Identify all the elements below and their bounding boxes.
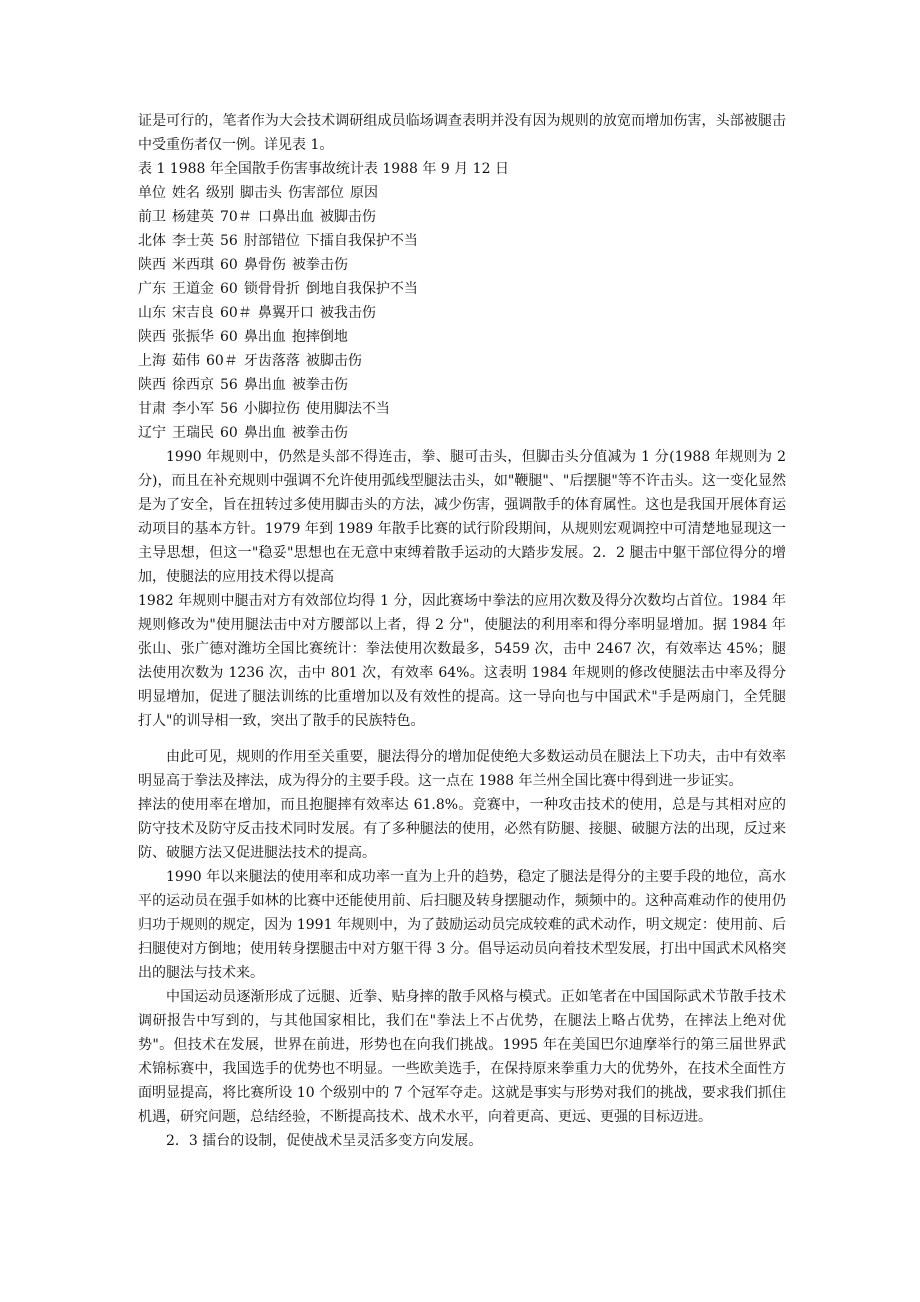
table-cell: 徐西京 [172, 377, 214, 393]
table-cell: 56 [220, 401, 238, 417]
table-cell: 鼻出血 [243, 377, 286, 393]
table-cell: 锁骨骨折 [243, 281, 300, 297]
table-cell: 鼻出血 [243, 329, 286, 345]
table-cell: 被脚击伤 [319, 209, 376, 225]
table-cell: 60 [220, 329, 238, 345]
table-cell: 60 [220, 257, 238, 273]
table-cell: 56 [220, 233, 238, 249]
table-cell: 杨建英 [172, 209, 214, 225]
table-cell: 陕西 [138, 329, 166, 345]
table-cell: 60 [220, 425, 238, 441]
table-header-row [138, 181, 786, 205]
table-cell: 60＃ [220, 305, 252, 321]
table-cell: 辽宁 [138, 425, 166, 441]
table-cell: 王道金 [172, 281, 214, 297]
table-cell: 抱摔倒地 [291, 329, 348, 345]
table-row [138, 397, 786, 421]
table-header-cell: 级别 [206, 185, 234, 201]
paragraph-chinese-athletes: 中国运动员逐渐形成了远腿、近拳、贴身摔的散手风格与模式。正如笔者在中国国际武术节散手技术调研报告中写到的，与其他国家相比，我们在"拳法上不占优势，在腿法上略占优势，在摔法上绝对优势"。但技术在发展，世界在前进，形势也在向我们挑战。1995 年在美国巴尔迪摩举行的第三届世界武术锦标赛中，我国选手的优势也不明显。一些欧美选手，在保持原来拳重力大的优势外，在技术全面性方面明显提高，将比赛所设 10 个级别中的 7 个冠军夺走。这就是事实与形势对我们的挑战，要求我们抓住机遇，研究问题，总结经验，不断提高技术、战术水平，向着更高、更远、更强的目标迈进。 [138, 989, 786, 1125]
table-cell: 肘部错位 [243, 233, 300, 249]
table-cell: 陕西 [138, 377, 166, 393]
table-cell: 王瑞民 [172, 425, 214, 441]
table-cell: 70＃ [220, 209, 252, 225]
table-cell: 小脚拉伤 [243, 401, 300, 417]
table-cell: 被拳击伤 [291, 257, 348, 273]
table-cell: 使用脚法不当 [305, 401, 390, 417]
table-cell: 李士英 [172, 233, 214, 249]
table-cell: 张振华 [172, 329, 214, 345]
table-row [138, 373, 786, 397]
table-cell: 茹伟 [172, 353, 200, 369]
table-header-cell: 脚击头 [240, 185, 282, 201]
table-cell: 李小军 [172, 401, 214, 417]
table-cell: 口鼻出血 [257, 209, 314, 225]
section-heading-2-3: 2．3 擂台的设制，促使战术呈灵活多变方向发展。 [166, 1133, 483, 1149]
table-cell: 牙齿落落 [243, 353, 300, 369]
table-cell: 北体 [138, 233, 166, 249]
table-row [138, 205, 786, 229]
table-cell: 上海 [138, 353, 166, 369]
table-cell: 被脚击伤 [305, 353, 362, 369]
table-cell: 甘肃 [138, 401, 166, 417]
table-cell: 56 [220, 377, 238, 393]
table-row [138, 301, 786, 325]
table-row [138, 349, 786, 373]
paragraph-gap [138, 733, 786, 745]
table-header-cell: 伤害部位 [288, 185, 344, 201]
table-header-cell: 姓名 [172, 185, 200, 201]
paragraph-1982-rules: 1982 年规则中腿击对方有效部位均得 1 分，因此赛场中拳法的应用次数及得分次数均占首位。1984 年规则修改为"使用腿法击中对方腰部以上者，得 2 分"，使腿法的利用率和得分率明显增加。据 1984 年张山、张广德对潍坊全国比赛统计：拳法使用次数最多，5459 次，击中 2467 次，有效率达 45%；腿法使用次数为 1236 次，击中 801 次，有效率 64%。这表明 1984 年规则的修改使腿法击中率及得分明显增加，促进了腿法训练的比重增加以及有效性的提高。这一导向也与中国武术"手是两扇门，全凭腿打人"的训导相一致，突出了散手的民族特色。 [138, 593, 786, 729]
table-cell: 米西琪 [172, 257, 214, 273]
table-row [138, 229, 786, 253]
paragraph-conclusion: 由此可见，规则的作用至关重要，腿法得分的增加促使绝大多数运动员在腿法上下功夫，击中有效率明显高于拳法及摔法，成为得分的主要手段。这一点在 1988 年兰州全国比赛中得到进一步证实。 [138, 749, 786, 789]
table-cell: 广东 [138, 281, 166, 297]
table-cell: 鼻骨伤 [243, 257, 286, 273]
table-cell: 宋吉良 [172, 305, 214, 321]
table-cell: 被拳击伤 [291, 377, 348, 393]
paragraph-throws: 摔法的使用率在增加，而且抱腿摔有效率达 61.8%。竞赛中，一种攻击技术的使用，总是与其相对应的防守技术及防守反击技术同时发展。有了多种腿法的使用，必然有防腿、接腿、破腿方法的出现，反过来防、破腿方法又促进腿法技术的提高。 [138, 797, 786, 861]
table-row [138, 253, 786, 277]
document-page [138, 109, 786, 1153]
table-cell: 陕西 [138, 257, 166, 273]
paragraph-1990-rules: 1990 年规则中，仍然是头部不得连击，拳、腿可击头，但脚击头分值减为 1 分(1988 年规则为 2 分)，而且在补充规则中强调不允许使用弧线型腿法击头，如"鞭腿"、"后摆腿"等不许击头。这一变化显然是为了安全，旨在扭转过多使用脚击头的方法，减少伤害，强调散手的体育属性。这也是我国开展体育运动项目的基本方针。1979 年到 1989 年散手比赛的试行阶段期间，从规则宏观调控中可清楚地显现这一主导思想，但这一"稳妥"思想也在无意中束缚着散手运动的大踏步发展。2．2 腿击中躯干部位得分的增加，使腿法的应用技术得以提高 [138, 449, 786, 585]
table-cell: 倒地自我保护不当 [305, 281, 418, 297]
table-row [138, 421, 786, 445]
table-cell: 山东 [138, 305, 166, 321]
injury-table [138, 157, 786, 445]
table-cell: 60＃ [206, 353, 238, 369]
paragraph-since-1990: 1990 年以来腿法的使用率和成功率一直为上升的趋势，稳定了腿法是得分的主要手段的地位，高水平的运动员在强手如林的比赛中还能使用前、后扫腿及转身摆腿动作，频频中的。这种高难动作的使用仍归功于规则的规定，因为 1991 年规则中，为了鼓励运动员完成较难的武术动作，明文规定：使用前、后扫腿使对方倒地；使用转身摆腿击中对方躯干得 3 分。倡导运动员向着技术型发展，打出中国武术风格突出的腿法与技术来。 [138, 869, 786, 981]
table-cell: 前卫 [138, 209, 166, 225]
table-cell: 鼻出血 [243, 425, 286, 441]
table-header-cell: 单位 [138, 185, 166, 201]
table-cell: 下擂自我保护不当 [305, 233, 418, 249]
table-cell: 被拳击伤 [291, 425, 348, 441]
table-row [138, 325, 786, 349]
table-header-cell: 原因 [350, 185, 378, 201]
intro-paragraph: 证是可行的，笔者作为大会技术调研组成员临场调查表明并没有因为规则的放宽而增加伤害，头部被腿击中受重伤者仅一例。详见表 1。 [138, 113, 786, 153]
table-caption: 表 1 1988 年全国散手伤害事故统计表 1988 年 9 月 12 日 [138, 161, 509, 177]
table-cell: 被我击伤 [319, 305, 376, 321]
table-cell: 60 [220, 281, 238, 297]
table-cell: 鼻翼开口 [257, 305, 314, 321]
table-row [138, 277, 786, 301]
